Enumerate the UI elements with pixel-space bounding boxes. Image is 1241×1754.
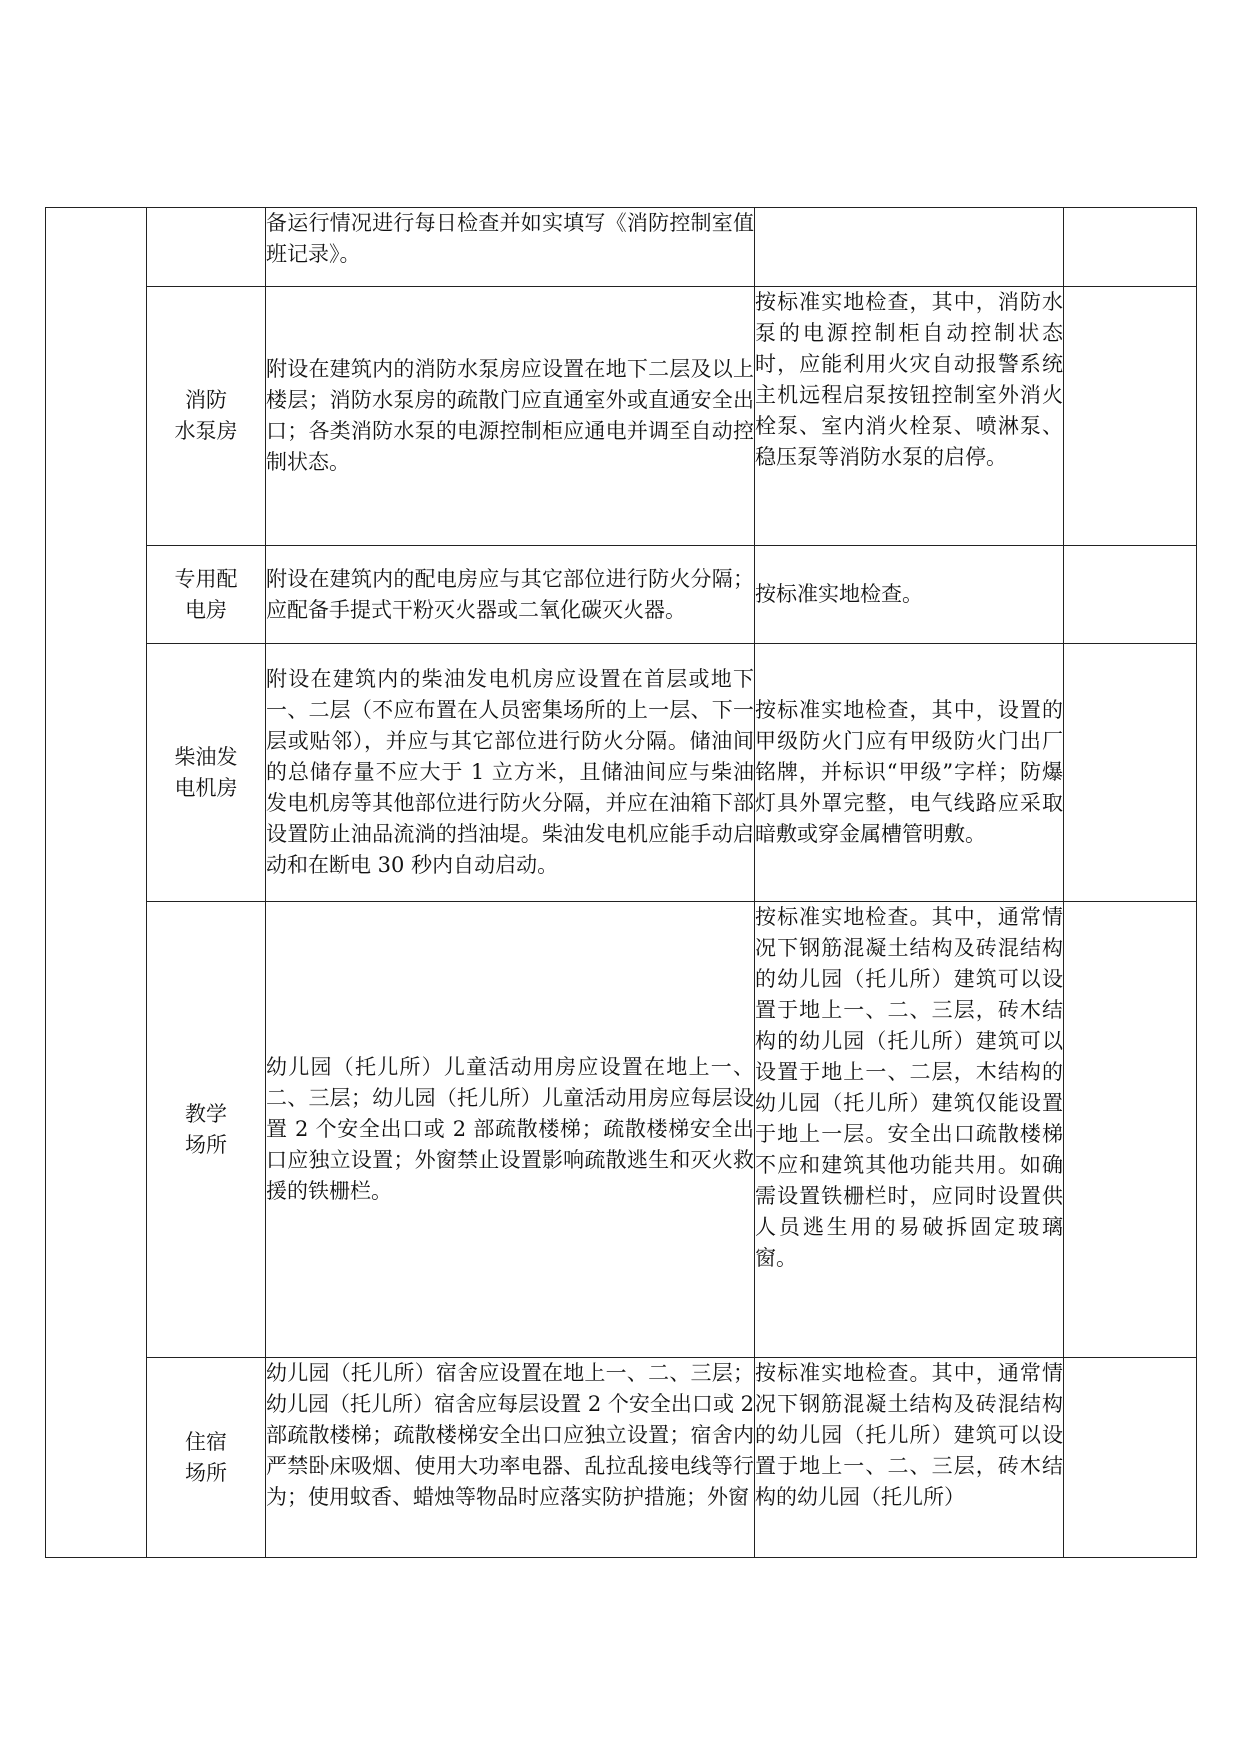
category-label: 教学 场所 (185, 1101, 227, 1157)
table-row (46, 902, 1197, 1358)
table-row (46, 546, 1197, 644)
category-cell (147, 644, 266, 902)
result-cell (1064, 546, 1197, 644)
result-cell (1064, 902, 1197, 1358)
table-row (46, 644, 1197, 902)
standard-cell: 按标准实地检查。 (755, 546, 1064, 644)
result-cell (1064, 287, 1197, 546)
category-label: 专用配 电房 (174, 566, 238, 622)
category-label: 住宿 场所 (185, 1429, 227, 1485)
standard-cell: 按标准实地检查。其中，通常情况下钢筋混凝土结构及砖混结构的幼儿园（托儿所）建筑可以设置于地上一、二、三层，砖木结构的幼儿园（托儿所）建筑可以设置于地上一、二层，木结构的幼儿园（托儿所）建筑仅能设置于地上一层。安全出口疏散楼梯不应和建筑其他功能共用。如确需设置铁栅栏时，应同时设置供人员逃生用的易破拆固定玻璃窗。 (755, 902, 1064, 1358)
category-cell (147, 287, 266, 546)
standard-cell: 按标准实地检查。其中，通常情况下钢筋混凝土结构及砖混结构的幼儿园（托儿所）建筑可以设置于地上一、二、三层，砖木结构的幼儿园（托儿所） (755, 1358, 1064, 1558)
section-cell (46, 208, 147, 1558)
requirement-cell: 附设在建筑内的配电房应与其它部位进行防火分隔；应配备手提式干粉灭火器或二氧化碳灭火器。 (266, 546, 755, 644)
table-row (46, 208, 1197, 287)
inspection-table (45, 207, 1197, 1558)
category-cell (147, 546, 266, 644)
standard-cell: 按标准实地检查，其中，设置的甲级防火门应有甲级防火门出厂铭牌，并标识“甲级”字样；防爆灯具外罩完整，电气线路应采取暗敷或穿金属槽管明敷。 (755, 644, 1064, 902)
requirement-cell: 幼儿园（托儿所）儿童活动用房应设置在地上一、二、三层；幼儿园（托儿所）儿童活动用房应每层设置 2 个安全出口或 2 部疏散楼梯；疏散楼梯安全出口应独立设置；外窗禁止设置影响疏散逃生和灭火救援的铁栅栏。 (266, 902, 755, 1358)
requirement-cell: 备运行情况进行每日检查并如实填写《消防控制室值班记录》。 (266, 208, 755, 287)
standard-cell (755, 208, 1064, 287)
category-cell (147, 1358, 266, 1558)
requirement-cell: 附设在建筑内的柴油发电机房应设置在首层或地下一、二层（不应布置在人员密集场所的上一层、下一层或贴邻），并应与其它部位进行防火分隔。储油间的总储存量不应大于 1 立方米，且储油间应与柴油发电机房等其他部位进行防火分隔，并应在油箱下部设置防止油品流淌的挡油堤。柴油发电机应能手动启动和在断电 30 秒内自动启动。 (266, 644, 755, 902)
requirement-cell: 附设在建筑内的消防水泵房应设置在地下二层及以上楼层；消防水泵房的疏散门应直通室外或直通安全出口；各类消防水泵的电源控制柜应通电并调至自动控制状态。 (266, 287, 755, 546)
category-label: 消防 水泵房 (174, 388, 238, 443)
standard-cell: 按标准实地检查，其中，消防水泵的电源控制柜自动控制状态时，应能利用火灾自动报警系统主机远程启泵按钮控制室外消火栓泵、室内消火栓泵、喷淋泵、稳压泵等消防水泵的启停。 (755, 287, 1064, 546)
category-cell (147, 902, 266, 1358)
table-row (46, 1358, 1197, 1558)
table-row (46, 287, 1197, 546)
result-cell (1064, 208, 1197, 287)
result-cell (1064, 1358, 1197, 1558)
result-cell (1064, 644, 1197, 902)
category-label: 柴油发 电机房 (174, 744, 238, 800)
requirement-cell: 幼儿园（托儿所）宿舍应设置在地上一、二、三层；幼儿园（托儿所）宿舍应每层设置 2 个安全出口或 2 部疏散楼梯；疏散楼梯安全出口应独立设置；宿舍内严禁卧床吸烟、使用大功率电器、乱拉乱接电线等行为；使用蚊香、蜡烛等物品时应落实防护措施；外窗 (266, 1358, 755, 1558)
category-cell (147, 208, 266, 287)
